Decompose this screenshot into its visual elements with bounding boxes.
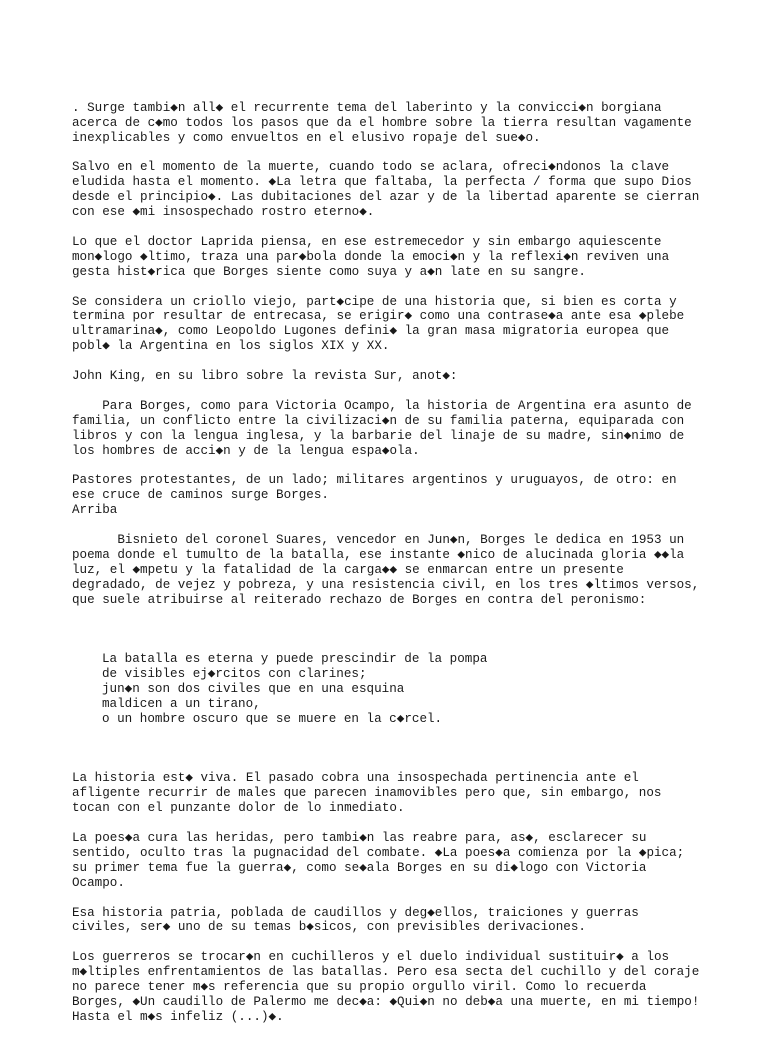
text-line: Se considera un criollo viejo, part◆cipe de una historia que, si bien es corta y [72, 294, 677, 309]
text-line: sentido, oculto tras la pugnacidad del combate. ◆La poes◆a comienza por la ◆pica; [72, 845, 685, 860]
text-line: La historia est◆ viva. El pasado cobra una insospechada pertinencia ante el [72, 771, 639, 786]
text-line: mon◆logo ◆ltimo, traza una par◆bola donde la emoci◆n y la reflexi◆n reviven una [72, 249, 670, 264]
paragraph [72, 295, 752, 355]
text-line: afligente recurrir de males que parecen inamovibles pero que, sin embargo, nos [72, 786, 662, 801]
text-line: degradado, de vejez y pobreza, y una resistencia civil, en los tres ◆ltimos versos, [72, 577, 700, 592]
paragraph [72, 906, 752, 936]
paragraph [72, 950, 752, 1025]
text-line: Salvo en el momento de la muerte, cuando todo se aclara, ofreci◆ndonos la clave [72, 160, 670, 175]
text-line: los hombres de acci◆n y de la lengua espa◆ola. [72, 443, 420, 458]
text-line: que suele atribuirse al reiterado rechazo de Borges en contra del peronismo: [72, 592, 647, 607]
text-line: Los guerreros se trocar◆n en cuchilleros y el duelo individual sustituir◆ a los [72, 950, 670, 965]
text-line: tocan con el punzante dolor de lo inmediato. [72, 801, 405, 816]
text-line: m◆ltiples enfrentamientos de las batallas. Pero esa secta del cuchillo y del coraje [72, 965, 700, 980]
text-line: Pastores protestantes, de un lado; militares argentinos y uruguayos, de otro: en [72, 473, 677, 488]
text-line: eludida hasta el momento. ◆La letra que faltaba, la perfecta / forma que supo Dios [72, 175, 692, 190]
paragraph [72, 831, 752, 891]
text-line: Ocampo. [72, 875, 125, 890]
text-line: no parece tener m◆s referencia que su propio orgullo viril. Como lo recuerda [72, 980, 647, 995]
text-line: pobl◆ la Argentina en los siglos XIX y XX. [72, 339, 390, 354]
poem-line: La batalla es eterna y puede prescindir de la pompa [102, 652, 488, 667]
text-line: Lo que el doctor Laprida piensa, en ese estremecedor y sin embargo aquiescente [72, 234, 662, 249]
poem-block [72, 652, 752, 727]
paragraph [72, 399, 752, 459]
paragraph [72, 473, 752, 518]
text-line: inexplicables y como envueltos en el elusivo ropaje del sue◆o. [72, 130, 541, 145]
text-line: poema donde el tumulto de la batalla, ese instante ◆nico de alucinada gloria ◆◆la [72, 547, 685, 562]
document-page [72, 71, 752, 1055]
text-line: desde el principio◆. Las dubitaciones del azar y de la libertad aparente se cierran [72, 190, 700, 205]
text-line: gesta hist◆rica que Borges siente como suya y a◆n late en su sangre. [72, 264, 586, 279]
text-line: Arriba [72, 503, 118, 518]
paragraph [72, 369, 752, 384]
poem-line: o un hombre oscuro que se muere en la c◆rcel. [102, 711, 443, 726]
paragraph [72, 235, 752, 280]
paragraph [72, 533, 752, 608]
paragraphs-before-poem [72, 101, 752, 608]
paragraph [72, 101, 752, 146]
text-line: con ese ◆mi insospechado rostro eterno◆. [72, 205, 375, 220]
paragraph [72, 160, 752, 220]
paragraphs-after-poem [72, 771, 752, 1024]
text-line: civiles, ser◆ uno de su temas b◆sicos, con previsibles derivaciones. [72, 920, 586, 935]
text-line: familia, un conflicto entre la civilizaci◆n de su familia paterna, equiparada con [72, 413, 685, 428]
poem-line: de visibles ej◆rcitos con clarines; [102, 667, 367, 682]
text-line: termina por resultar de entrecasa, se erigir◆ como una contrase◆a ante esa ◆plebe [72, 309, 685, 324]
poem-line: maldicen a un tirano, [102, 696, 261, 711]
text-line: Esa historia patria, poblada de caudillos y deg◆ellos, traiciones y guerras [72, 905, 639, 920]
text-line: John King, en su libro sobre la revista Sur, anot◆: [72, 369, 458, 384]
text-line: Bisnieto del coronel Suares, vencedor en Jun◆n, Borges le dedica en 1953 un [72, 532, 685, 547]
text-line: Hasta el m◆s infeliz (...)◆. [72, 1009, 284, 1024]
text-line: . Surge tambi◆n all◆ el recurrente tema del laberinto y la convicci◆n borgiana [72, 100, 662, 115]
text-line: Para Borges, como para Victoria Ocampo, la historia de Argentina era asunto de [72, 398, 692, 413]
text-line: Borges, ◆Un caudillo de Palermo me dec◆a: ◆Qui◆n no deb◆a una muerte, en mi tiempo! [72, 995, 700, 1009]
text-line: acerca de c◆mo todos los pasos que da el hombre sobre la tierra resultan vagamente [72, 115, 692, 130]
text-line: ultramarina◆, como Leopoldo Lugones defini◆ la gran masa migratoria europea que [72, 324, 670, 339]
text-line: luz, el ◆mpetu y la fatalidad de la carga◆◆ se enmarcan entre un presente [72, 562, 624, 577]
text-line: su primer tema fue la guerra◆, como se◆ala Borges en su di◆logo con Victoria [72, 860, 647, 875]
paragraph [72, 771, 752, 816]
text-line: libros y con la lengua inglesa, y la barbarie del linaje de su madre, sin◆nimo de [72, 428, 685, 443]
text-line: ese cruce de caminos surge Borges. [72, 488, 329, 503]
poem-line: jun◆n son dos civiles que en una esquina [102, 682, 405, 697]
text-line: La poes◆a cura las heridas, pero tambi◆n las reabre para, as◆, esclarecer su [72, 831, 647, 846]
